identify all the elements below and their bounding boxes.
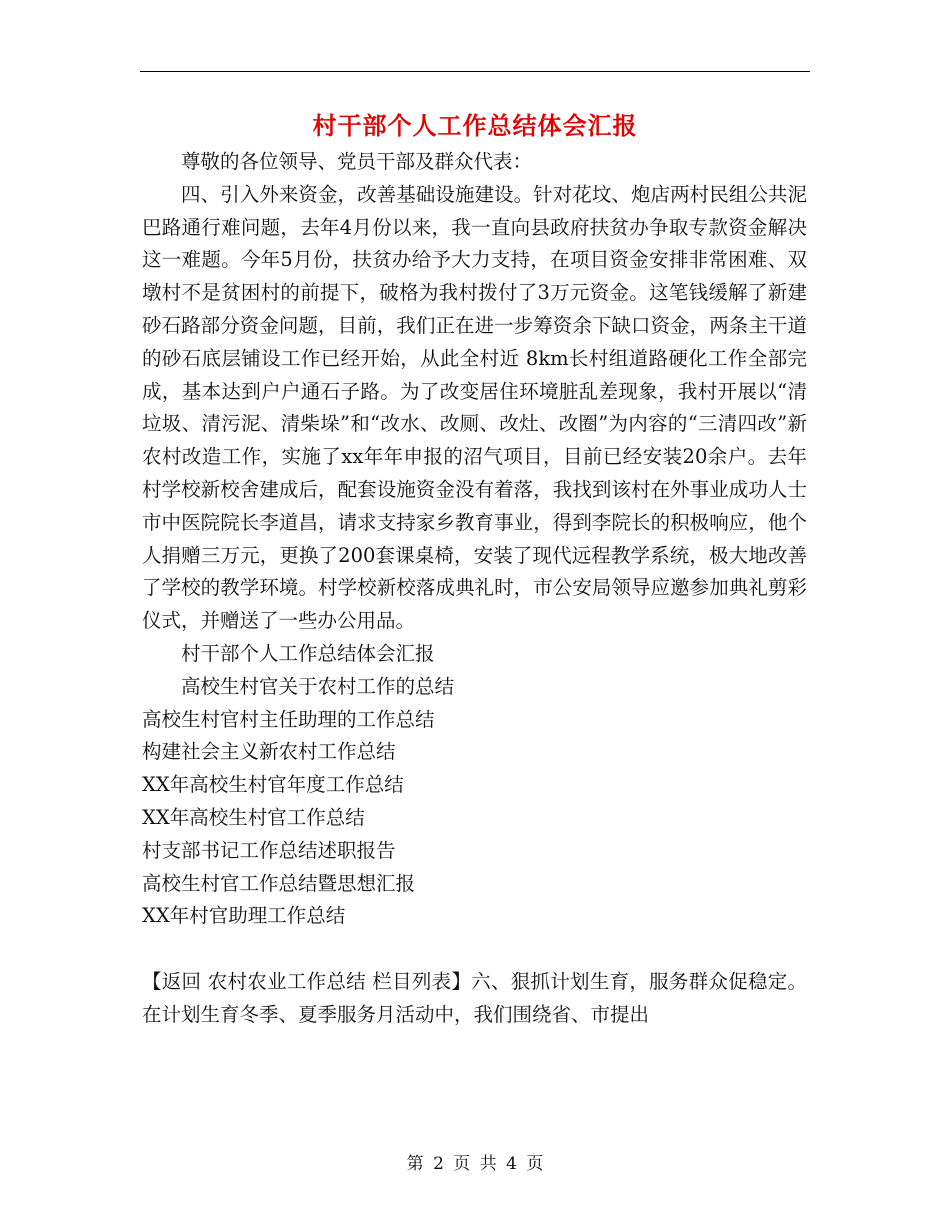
document-body	[142, 146, 807, 1032]
page-footer: 第 2 页 共 4 页	[406, 1154, 544, 1174]
related-link-3[interactable]: 高校生村官村主任助理的工作总结	[142, 707, 435, 731]
related-link-4[interactable]: 构建社会主义新农村工作总结	[142, 740, 396, 764]
related-link-7[interactable]: 村支部书记工作总结述职报告	[142, 838, 396, 862]
document-title: 村干部个人工作总结体会汇报	[312, 111, 638, 140]
related-link-6[interactable]: XX年高校生村官工作总结	[142, 805, 365, 829]
related-link-8[interactable]: 高校生村官工作总结暨思想汇报	[142, 871, 416, 895]
header-rule	[140, 71, 810, 72]
related-link-5[interactable]: XX年高校生村官年度工作总结	[142, 773, 404, 797]
tail-paragraph: 【返回 农村农业工作总结 栏目列表】六、狠抓计划生育，服务群众促稳定。在计划生育冬季、夏季服务月活动中，我们围绕省、市提出	[142, 969, 807, 1026]
related-link-9[interactable]: XX年村官助理工作总结	[142, 904, 346, 928]
body-paragraph: 四、引入外来资金，改善基础设施建设。针对花坟、炮店两村民组公共泥巴路通行难问题，去年4月份以来，我一直向县政府扶贫办争取专款资金解决这一难题。今年5月份，扶贫办给予大力支持，在项目资金安排非常困难、双墩村不是贫困村的前提下，破格为我村拨付了3万元资金。这笔钱缓解了新建砂石路部分资金问题，目前，我们正在进一步筹资余下缺口资金，两条主干道的砂石底层铺设工作已经开始，从此全村近 8km长村组道路硬化工作全部完成，基本达到户户通石子路。为了改变居住环境脏乱差现象，我村开展以“清垃圾、清污泥、清柴垛”和“改水、改厕、改灶、改圈”为内容的“三清四改”新农村改造工作，实施了xx年年申报的沼气项目，目前已经安装20余户。去年村学校新校舍建成后，配套设施资金没有着落，我找到该村在外事业成功人士市中医院院长李道昌，请求支持家乡教育事业，得到李院长的积极响应，他个人捐赠三万元，更换了200套课桌椅，安装了现代远程教学系统，极大地改善了学校的教学环境。村学校新校落成典礼时，市公安局领导应邀参加典礼剪彩仪式，并赠送了一些办公用品。	[142, 182, 807, 633]
greeting-line: 尊敬的各位领导、党员干部及群众代表：	[181, 150, 533, 173]
related-link-2[interactable]: 高校生村官关于农村工作的总结	[181, 674, 455, 698]
related-link-1[interactable]: 村干部个人工作总结体会汇报	[181, 641, 435, 665]
blank-line	[142, 933, 807, 966]
